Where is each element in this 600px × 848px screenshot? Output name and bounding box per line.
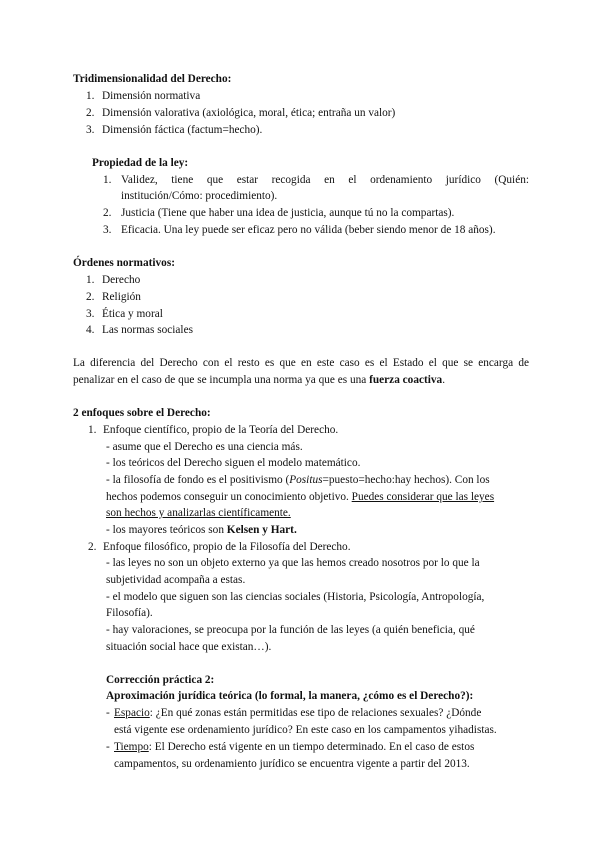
dash-bullet: - bbox=[106, 707, 110, 719]
list-item: Religión bbox=[102, 291, 141, 303]
underlined-label: Espacio bbox=[114, 707, 150, 719]
subheading-aproximacion: Aproximación jurídica teórica (lo formal, la manera, ¿cómo es el Derecho?): bbox=[106, 690, 474, 702]
bullet-continuation: situación social hace que existan…). bbox=[106, 641, 272, 653]
bullet-line bbox=[106, 472, 490, 488]
bullet-continuation: Filosofía). bbox=[106, 607, 153, 619]
bullet-continuation: subjetividad acompaña a estas. bbox=[106, 574, 246, 586]
text-run: : El Derecho está vigente en un tiempo determinado. En el caso de estos bbox=[148, 741, 475, 753]
text-run: penalizar en el caso de que se incumpla una norma ya que es una bbox=[73, 374, 370, 386]
list-item: Dimensión normativa bbox=[102, 90, 201, 102]
list-item: Derecho bbox=[102, 274, 141, 286]
list-number: 2. bbox=[88, 541, 97, 553]
heading-correccion: Corrección práctica 2: bbox=[106, 674, 215, 686]
list-item: Las normas sociales bbox=[102, 324, 193, 336]
bullet-continuation: campamentos, su ordenamiento jurídico se encuentra vigente a partir del 2013. bbox=[114, 758, 470, 770]
bullet-line bbox=[114, 705, 481, 721]
text-run: - los mayores teóricos son bbox=[106, 524, 227, 536]
bullet-line bbox=[106, 522, 297, 538]
text-run: . bbox=[442, 374, 446, 386]
list-number: 2. bbox=[86, 291, 95, 303]
heading-ordenes: Órdenes normativos: bbox=[73, 257, 175, 269]
list-number: 3. bbox=[103, 224, 112, 236]
list-item: Ética y moral bbox=[102, 308, 163, 320]
text-run: hechos podemos conseguir un conocimiento objetivo. bbox=[106, 491, 352, 503]
dash-bullet: - bbox=[106, 741, 110, 753]
italic-term: Positus bbox=[289, 474, 323, 486]
underlined-text: Puedes considerar que las leyes bbox=[351, 491, 495, 503]
list-item: Dimensión fáctica (factum=hecho). bbox=[102, 124, 263, 136]
underlined-text: son hechos y analizarlas científicamente. bbox=[106, 507, 291, 519]
bold-term: Kelsen y Hart. bbox=[226, 524, 297, 536]
list-item: Eficacia. Una ley puede ser eficaz pero no válida (beber siendo menor de 18 años). bbox=[121, 224, 496, 236]
paragraph-diferencia-line2 bbox=[73, 372, 445, 388]
list-item: Enfoque filosófico, propio de la Filosofía del Derecho. bbox=[103, 541, 351, 553]
bullet-line: - asume que el Derecho es una ciencia más. bbox=[106, 441, 303, 453]
bullet-line: - hay valoraciones, se preocupa por la función de las leyes (a quién beneficia, qué bbox=[106, 624, 475, 636]
paragraph-diferencia-line1: La diferencia del Derecho con el resto es que en este caso es el Estado el que se encarga de bbox=[73, 357, 529, 369]
list-number: 1. bbox=[86, 90, 95, 102]
list-item: Justicia (Tiene que haber una idea de justicia, aunque tú no la compartas). bbox=[121, 207, 455, 219]
bullet-continuation bbox=[106, 489, 494, 505]
list-number: 3. bbox=[86, 124, 95, 136]
list-item: Dimensión valorativa (axiológica, moral, ética; entraña un valor) bbox=[102, 107, 396, 119]
text-run: : ¿En qué zonas están permitidas ese tipo de relaciones sexuales? ¿Dónde bbox=[149, 707, 482, 719]
list-number: 2. bbox=[103, 207, 112, 219]
list-number: 2. bbox=[86, 107, 95, 119]
list-number: 4. bbox=[86, 324, 95, 336]
bullet-line bbox=[114, 739, 474, 755]
heading-propiedad: Propiedad de la ley: bbox=[92, 157, 189, 169]
bullet-continuation: está vigente ese ordenamiento jurídico? En este caso en los campamentos yihadistas. bbox=[114, 724, 497, 736]
list-item: Validez, tiene que estar recogida en el ordenamiento jurídico (Quién: bbox=[121, 174, 529, 186]
heading-tridimensionalidad: Tridimensionalidad del Derecho: bbox=[73, 73, 232, 85]
underlined-label: Tiempo bbox=[114, 741, 149, 753]
list-number: 3. bbox=[86, 308, 95, 320]
list-item-continuation: institución/Cómo: procedimiento). bbox=[121, 190, 278, 202]
bullet-line: - el modelo que siguen son las ciencias sociales (Historia, Psicología, Antropología, bbox=[106, 591, 485, 603]
bullet-line: - los teóricos del Derecho siguen el modelo matemático. bbox=[106, 457, 361, 469]
list-number: 1. bbox=[103, 174, 112, 186]
bullet-line: - las leyes no son un objeto externo ya que las hemos creado nosotros por lo que la bbox=[106, 557, 480, 569]
text-run: =puesto=hecho:hay hechos). Con los bbox=[322, 474, 490, 486]
list-number: 1. bbox=[86, 274, 95, 286]
text-run: - la filosofía de fondo es el positivismo ( bbox=[106, 474, 290, 486]
bold-term: fuerza coactiva bbox=[369, 374, 443, 386]
list-number: 1. bbox=[88, 424, 97, 436]
heading-enfoques: 2 enfoques sobre el Derecho: bbox=[73, 407, 211, 419]
list-item: Enfoque científico, propio de la Teoría del Derecho. bbox=[103, 424, 339, 436]
